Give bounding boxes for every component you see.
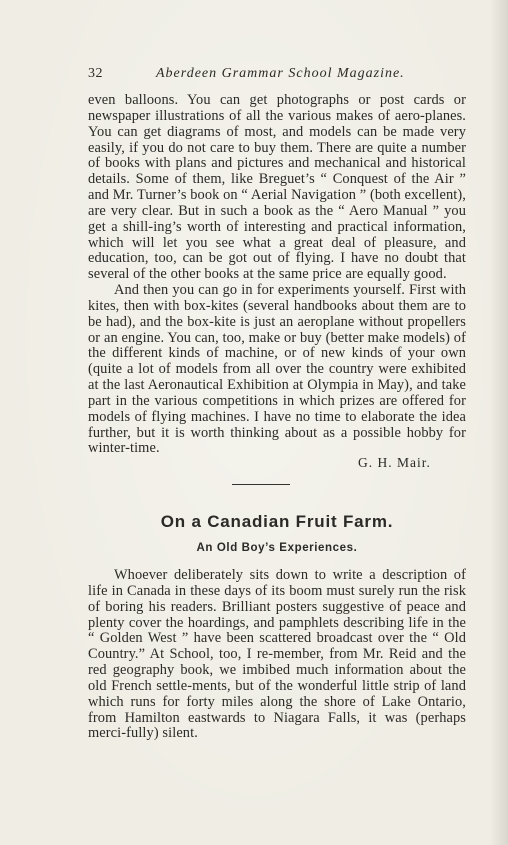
page-edge-shadow [490, 0, 508, 845]
article1-paragraph-2: And then you can go in for experiments yourself. First with kites, then with box-kites (several handbooks about them are to be had), and the box-kite is just an aeroplane without propellers or an engine. You can, too, make or buy (better make models) of the different kinds of machine, or of new kinds of your own (quite a lot of models from all over the country were exhibited at the last Aeronautical Exhibition at Olympia in May), and take part in the various competitions in which prizes are offered for models of flying machines. I have no time to elaborate the idea further, but it is worth thinking about as a possible hobby for winter-time. [88, 282, 466, 457]
article1-paragraph-1: even balloons. You can get photographs or post cards or newspaper illustrations of all the various makes of aero-planes. You can get diagrams of most, and models can be made very easily, if you do not care to buy them. There are quite a number of books with plans and pictures and mechanical and historical details. Some of them, like Breguet’s “ Conquest of the Air ” and Mr. Turner’s book on “ Aerial Navigation ” (both excellent), are very clear. But in such a book as the “ Aero Manual ” you get a shill-ing’s worth of interesting and practical information, which will let you see what a great deal of pleasure, and education, too, can be got out of flying. I have no doubt that several of the other books at the same price are equally good. [88, 92, 466, 283]
page-number: 32 [88, 66, 103, 81]
author-signature: G. H. Mair. [358, 455, 431, 470]
article2-paragraph-1: Whoever deliberately sits down to write a description of life in Canada in these days of its boom must surely run the risk of boring his readers. Brilliant posters suggestive of peace and plenty cover the hoardings, and pamphlets describing life in the “ Golden West ” have been scattered broadcast over the “ Old Country.” At School, too, I re-member, from Mr. Reid and the red geography book, we imbibed much information about the old French settle-ments, but of the wonderful little strip of land which runs for forty miles along the shore of Lake Ontario, from Hamilton eastwards to Niagara Falls, it was (perhaps merci-fully) silent. [88, 567, 466, 742]
running-title: Aberdeen Grammar School Magazine. [156, 66, 405, 81]
article-title: On a Canadian Fruit Farm. [160, 512, 394, 531]
article-subtitle: An Old Boy’s Experiences. [196, 542, 358, 554]
article2-paragraph-1-block [88, 568, 466, 742]
article1-paragraph-2-block [88, 283, 466, 457]
running-header [88, 66, 468, 84]
article1-paragraph-1-block [88, 93, 466, 283]
section-divider [232, 484, 290, 485]
